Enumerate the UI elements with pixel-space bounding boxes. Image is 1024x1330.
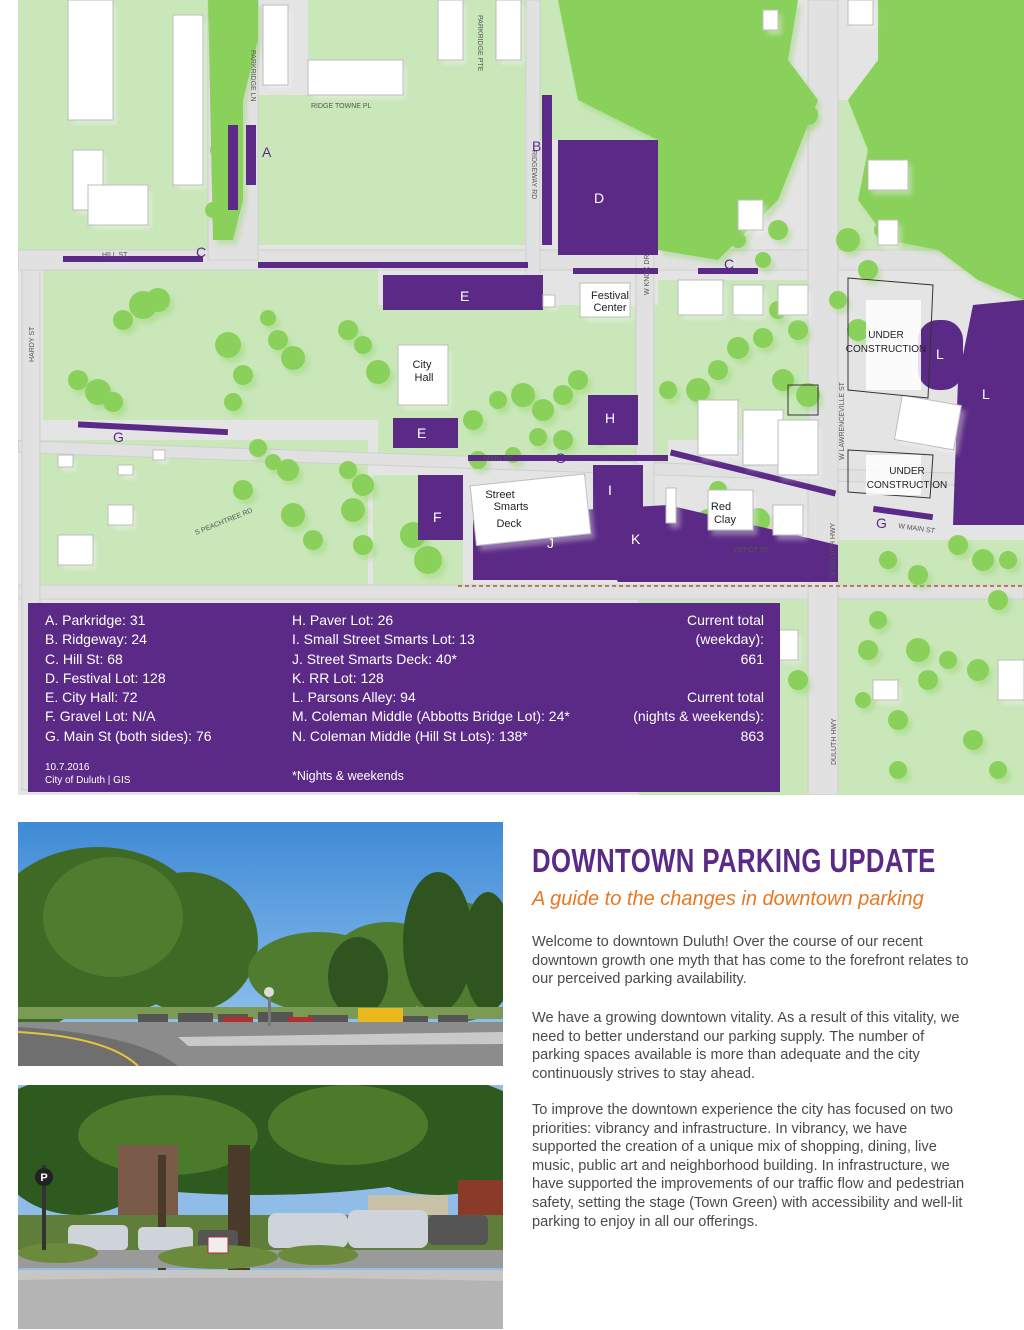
lot-letter-c: C [196,244,207,260]
night-total-value: 863 [740,727,764,744]
legend-item: K. RR Lot: 128 [292,669,384,686]
lot-letter-a: A [262,144,272,160]
legend-item: L. Parsons Alley: 94 [292,689,416,706]
street-label: HARDY ST [29,326,36,362]
parking-lot-under-trees-photo [18,1085,503,1329]
body-paragraph: Welcome to downtown Duluth! Over the course of our recent downtown growth one myth that has come to the forefront relates to our perceived parking availability. [532,934,969,988]
lot-letter-g: G [113,429,124,445]
lot-letter-l: L [936,346,944,362]
street-label: W DULUTH HWY [830,522,837,578]
lot-letter-e: E [417,425,427,441]
street-label: W MAIN ST [897,523,936,536]
lot-letter-k: K [631,531,641,547]
lot-f [418,475,463,540]
lot-letter-h: H [605,410,616,426]
map-source: City of Duluth | GIS [45,775,131,786]
legend-item: M. Coleman Middle (Abbotts Bridge Lot): 24* [292,708,570,725]
street-label: DEPOT ST [734,547,769,554]
total-label: (weekday): [695,631,764,648]
map-credit [45,761,130,787]
page-title: DOWNTOWN PARKING UPDATE [532,842,936,879]
total-label: (nights & weekends): [633,708,764,725]
under-construction-label: CONSTRUCTION [845,344,927,355]
parking-legend [28,603,780,792]
legend-column-2 [292,611,570,746]
under-construction-label: UNDER [868,330,904,341]
lot-d [558,140,658,255]
legend-item: F. Gravel Lot: N/A [45,708,156,725]
weekday-total-value: 661 [740,650,764,667]
lot-b [542,95,552,245]
street-label: RIDGE TOWNE PL [311,103,372,110]
legend-item: A. Parkridge: 31 [45,612,146,628]
legend-item: G. Main St (both sides): 76 [45,727,212,744]
lot-c-west [63,256,203,262]
lot-a-2 [246,125,256,185]
under-construction-label: CONSTRUCTION [866,480,948,491]
legend-item: H. Paver Lot: 26 [292,612,394,628]
page-subtitle: A guide to the changes in downtown parking [532,888,924,910]
total-label: Current total [686,689,764,706]
body-paragraph: We have a growing downtown vitality. As a result of this vitality, we need to better understand our parking supply. The number of parking spaces available is more than adequate and the city continuously strives to stay ahead. [532,1010,960,1082]
parking-lot-photo [18,822,503,1066]
street-label: DULUTH HWY [831,718,838,765]
legend-item: B. Ridgeway: 24 [45,631,147,648]
lot-letter-c: C [724,256,735,272]
legend-item: C. Hill St: 68 [45,650,123,667]
lot-letter-i: I [608,482,612,498]
legend-column-1 [45,611,212,746]
red-clay-label: Clay [713,514,737,526]
city-hall-label: City [412,359,432,371]
festival-center-label: Center [593,302,627,314]
legend-footnote: *Nights & weekends [292,769,404,783]
lot-letter-l: L [982,386,990,402]
legend-item: J. Street Smarts Deck: 40* [292,650,457,667]
lot-letter-b: B [532,138,542,154]
parking-sign-letter: P [40,1172,48,1184]
map-date: 10.7.2016 [45,762,90,773]
legend-item: E. City Hall: 72 [45,689,138,706]
street-smarts-deck-label: Deck [496,518,522,530]
lot-a [228,125,238,210]
legend-item: I. Small Street Smarts Lot: 13 [292,631,475,648]
lot-letter-e: E [460,288,470,304]
street-label: S PEACHTREE RD [194,507,254,537]
lot-c-mid [258,262,528,268]
street-label: PARKRIDGE PTE [476,15,483,72]
legend-totals [633,611,764,746]
lot-letter-j: J [547,535,554,551]
lot-letter-g: G [555,450,566,466]
total-label: Current total [686,612,764,628]
street-label: RIDGEWAY RD [530,150,537,200]
red-clay-label: Red [710,501,732,513]
under-construction-label: UNDER [889,466,925,477]
legend-item: D. Festival Lot: 128 [45,669,166,686]
lot-letter-d: D [594,190,605,206]
street-label: W LAWRENCEVILLE ST [839,382,846,460]
lot-i [593,465,643,510]
street-label: MAIN ST [484,456,513,463]
festival-center-label: Festival [591,290,629,302]
body-paragraph: To improve the downtown experience the city has focused on two priorities: vibrancy and infrastructure. In vibrancy, we have supported the creation of a unique mix of shopping, dining, live music, public art and neighborhood building. In infrastructure, we have supported the improvements of our traffic flow and pedestrian safety, setting the stage (Town Green) with accessibility and well-lit parking to enjoy in all our offerings. [532,1102,965,1230]
street-smarts-deck-label: Smarts [493,501,529,513]
street-label: HILL ST [102,252,128,259]
lot-letter-g: G [876,515,887,531]
street-label: W KNOX DR [644,254,651,295]
street-label: PARKRIDGE LN [249,50,256,102]
lot-letter-f: F [433,509,442,525]
legend-item: N. Coleman Middle (Hill St Lots): 138* [292,727,528,744]
street-smarts-deck-label: Street [485,489,515,501]
city-hall-label: Hall [414,372,434,384]
